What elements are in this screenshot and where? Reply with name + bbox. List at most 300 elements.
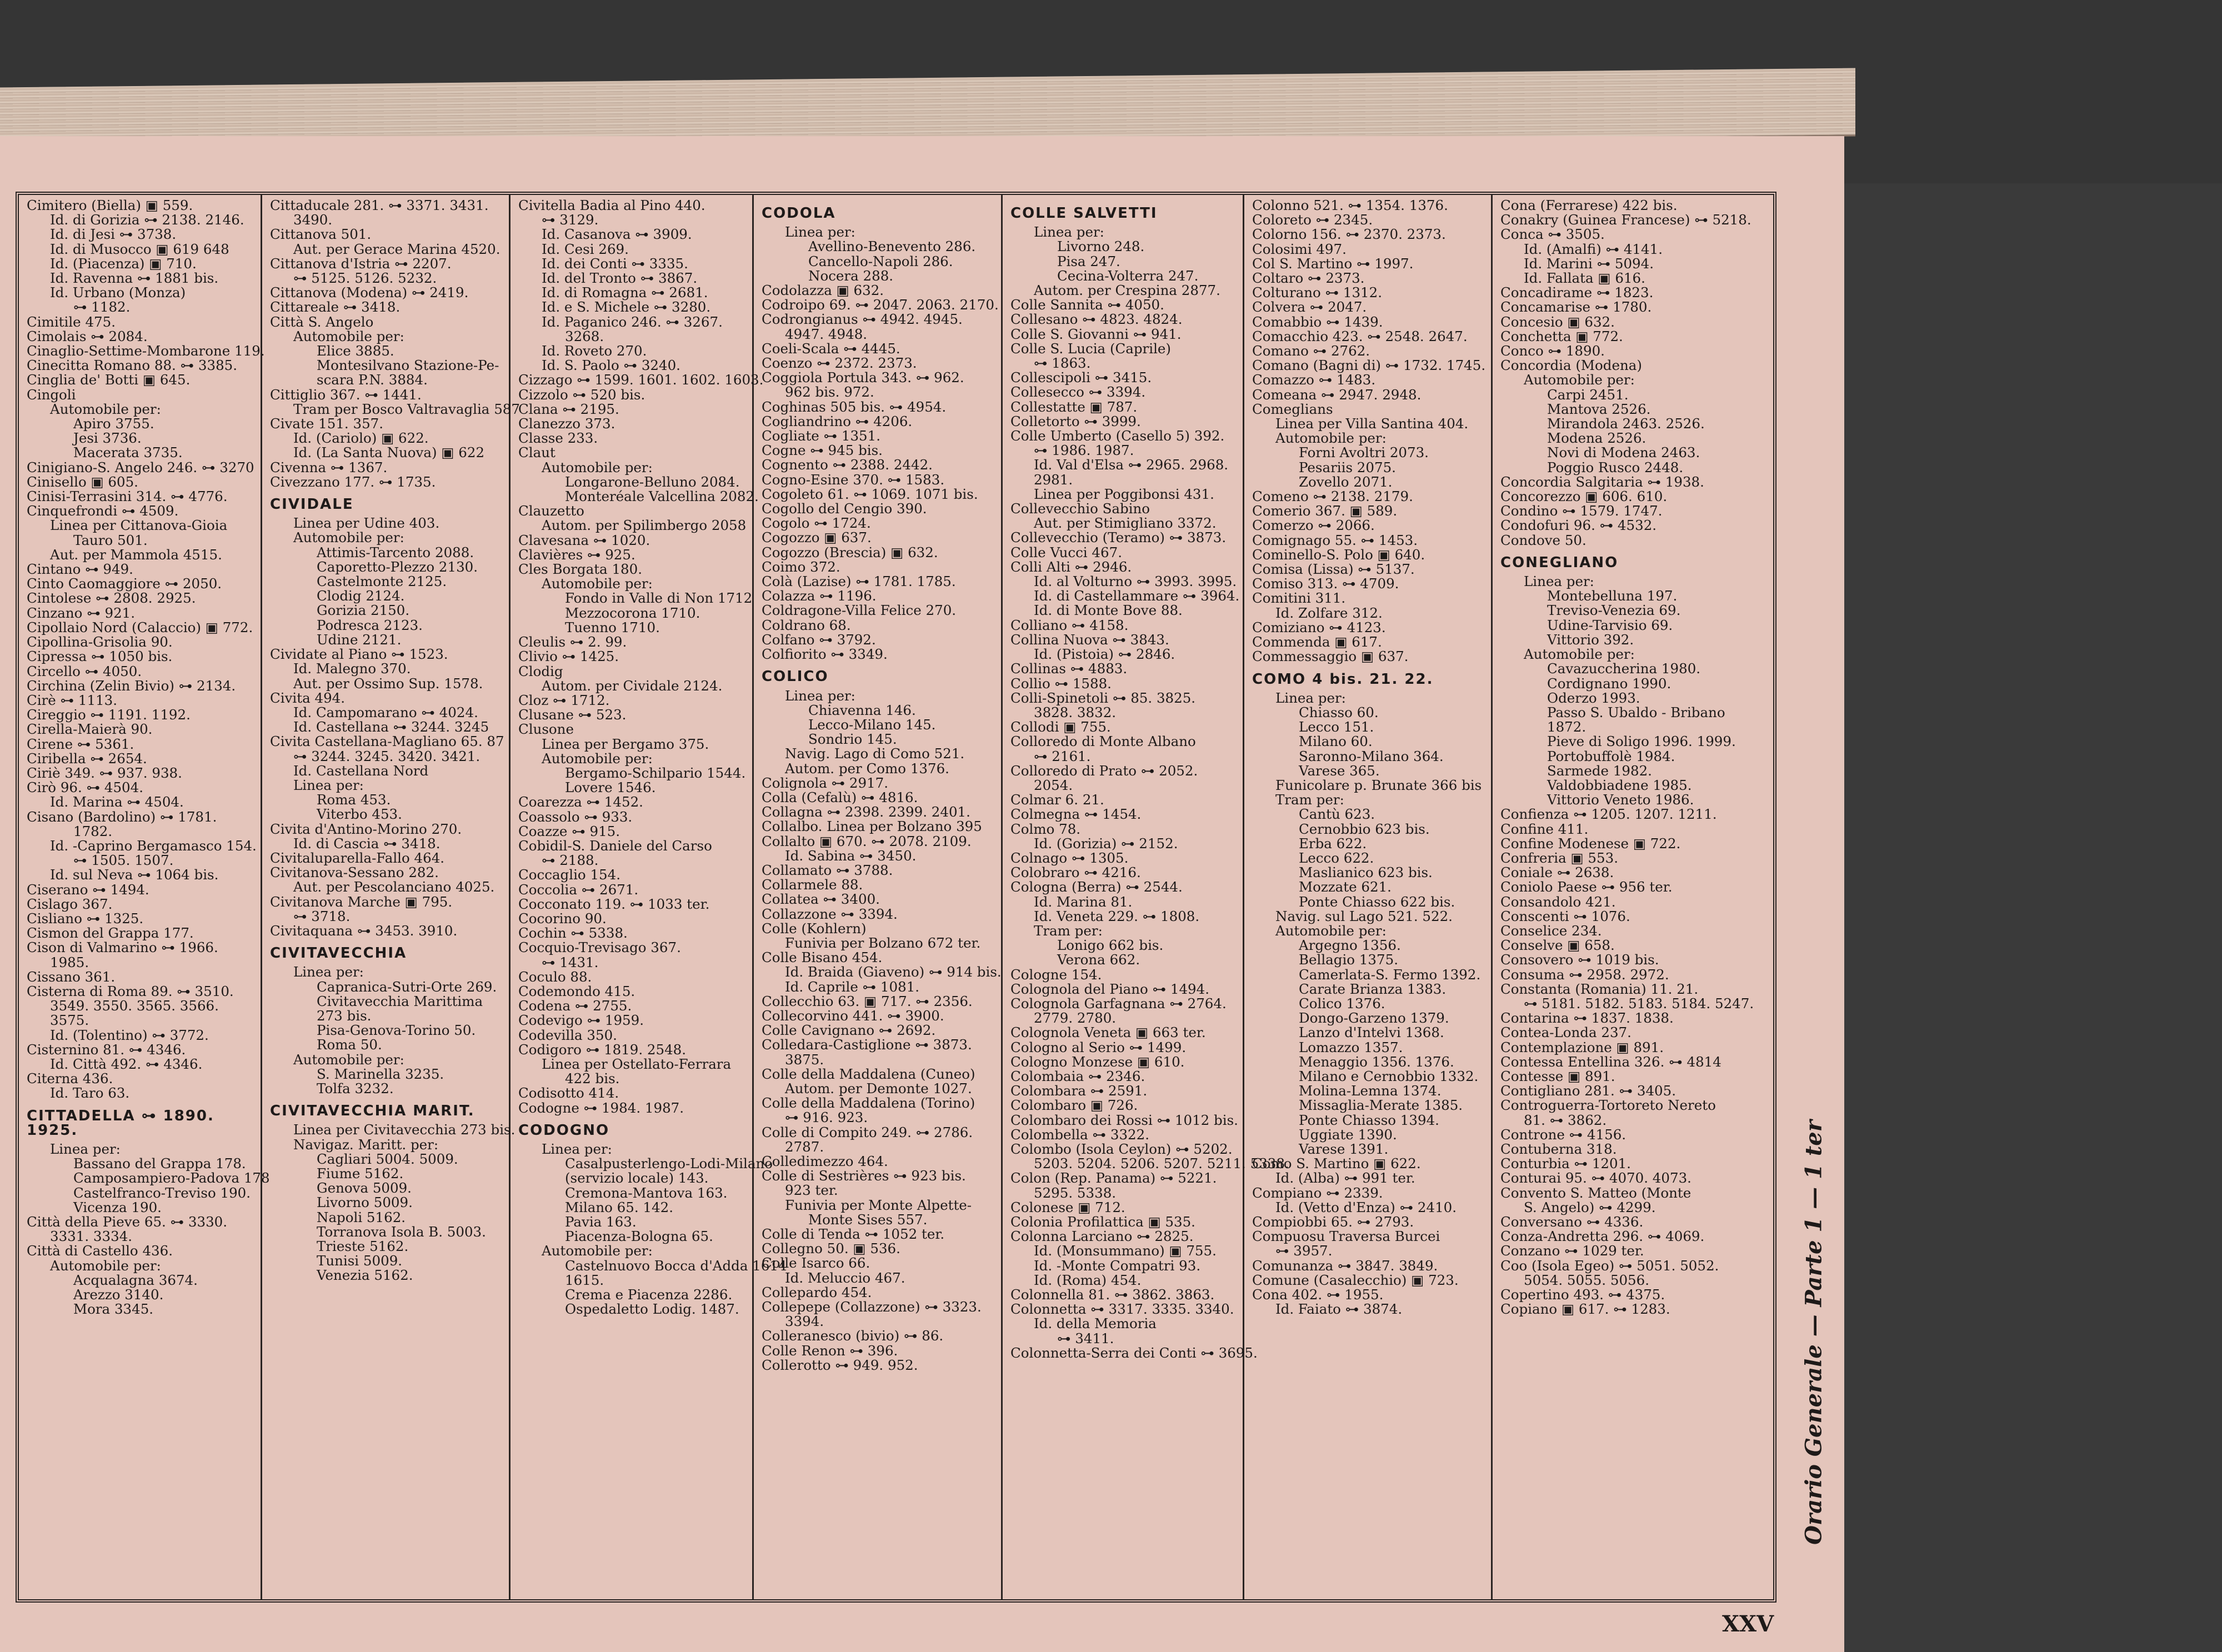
index-entry: Cloz ⊶ 1712. <box>518 692 610 708</box>
index-entry: Codrongianus ⊶ 4942. 4945. <box>762 311 963 328</box>
index-entry: 5054. 5055. 5056. <box>1524 1271 1649 1288</box>
index-entry: Claut <box>518 444 556 461</box>
index-entry: Civita d'Antino-Morino 270. <box>270 820 462 837</box>
index-entry: ⊶ 5125. 5126. 5232. <box>293 270 437 287</box>
index-entry: ⊶ 5181. 5182. 5183. 5184. 5247. <box>1524 995 1754 1012</box>
index-entry: Collodi ▣ 755. <box>1010 719 1111 735</box>
index-entry: Livorno 5009. <box>317 1194 413 1211</box>
index-entry: Coniale ⊶ 2638. <box>1500 864 1614 881</box>
index-entry: Codemondo 415. <box>518 983 635 999</box>
index-entry: Citerna 436. <box>27 1070 113 1087</box>
index-entry: Cirene ⊶ 5361. <box>27 735 134 752</box>
index-entry: Colmar 6. 21. <box>1010 792 1104 808</box>
index-entry: Coo (Isola Egeo) ⊶ 5051. 5052. <box>1500 1257 1719 1274</box>
index-entry: Aut. per Stimigliano 3372. <box>1034 515 1217 532</box>
index-entry: Clivio ⊶ 1425. <box>518 648 619 665</box>
index-entry: Colle Bisano 454. <box>762 949 883 966</box>
index-entry: Comeana ⊶ 2947. 2948. <box>1252 386 1422 403</box>
index-entry: ⊶ 1182. <box>73 299 131 316</box>
index-entry: 4947. 4948. <box>785 326 868 342</box>
index-entry: Automobile per: <box>1524 646 1635 663</box>
index-entry: Id. di Cascia ⊶ 3418. <box>293 835 441 852</box>
index-entry: Codevigo ⊶ 1959. <box>518 1012 644 1029</box>
index-entry: Id. Castellana ⊶ 3244. 3245 <box>293 719 489 735</box>
station-heading: COMO 4 bis. 21. 22. <box>1252 670 1434 688</box>
index-entry: Comiso 313. ⊶ 4709. <box>1252 575 1399 592</box>
index-entry: Conakry (Guinea Francese) ⊶ 5218. <box>1500 212 1751 228</box>
index-column-3 <box>511 195 787 1599</box>
index-entry: Colombo (Isola Ceylon) ⊶ 5202. <box>1010 1141 1233 1157</box>
index-entry: Concesio ▣ 632. <box>1500 313 1615 330</box>
index-entry: Monteréale Valcellina 2082. <box>565 488 759 505</box>
index-entry: Sondrio 145. <box>808 731 897 748</box>
index-entry: Civezzano 177. ⊶ 1735. <box>270 473 436 490</box>
index-entry: Coazze ⊶ 915. <box>518 823 620 839</box>
index-entry: Cisano (Bardolino) ⊶ 1781. <box>27 808 217 825</box>
index-entry: 2054. <box>1034 777 1073 793</box>
index-entry: Automobile per: <box>1275 430 1387 447</box>
index-entry: Condove 50. <box>1500 532 1587 548</box>
index-entry: Comacchio 423. ⊶ 2548. 2647. <box>1252 328 1468 344</box>
index-entry: Confine Modenese ▣ 722. <box>1500 835 1681 852</box>
index-entry: Coeli-Scala ⊶ 4445. <box>762 340 900 357</box>
index-entry: Circhina (Zelin Bivio) ⊶ 2134. <box>27 677 236 694</box>
index-entry: Varese 1391. <box>1299 1141 1389 1157</box>
index-entry: Automobile per: <box>293 529 404 546</box>
index-entry: Id. (Monsummano) ▣ 755. <box>1034 1243 1217 1259</box>
index-entry: Colle S. Lucia (Caprile) <box>1010 340 1171 357</box>
index-entry: Maslianico 623 bis. <box>1299 864 1433 881</box>
index-entry: Id. di Musocco ▣ 619 648 <box>50 241 229 257</box>
index-entry: 3331. 3334. <box>50 1228 133 1245</box>
index-entry: Colognola del Piano ⊶ 1494. <box>1010 980 1210 997</box>
index-entry: Civitaquana ⊶ 3453. 3910. <box>270 922 458 939</box>
index-entry: Coniolo Paese ⊶ 956 ter. <box>1500 879 1673 895</box>
index-entry: Passo S. Ubaldo - Bribano <box>1547 704 1725 720</box>
index-entry: Colon (Rep. Panama) ⊶ 5221. <box>1010 1170 1217 1187</box>
index-entry: Condino ⊶ 1579. 1747. <box>1500 503 1663 519</box>
index-entry: Codisotto 414. <box>518 1085 619 1102</box>
index-entry: Id. Marini ⊶ 5094. <box>1524 255 1654 272</box>
index-entry: Clusone <box>518 721 574 738</box>
index-entry: Concordia Salgitaria ⊶ 1938. <box>1500 473 1704 490</box>
index-entry: Cireggio ⊶ 1191. 1192. <box>27 707 191 723</box>
index-entry: Gorizia 2150. <box>317 602 410 619</box>
index-entry: Cimitero (Biella) ▣ 559. <box>27 197 193 213</box>
index-entry: Confreria ▣ 553. <box>1500 849 1618 866</box>
index-entry: Colombaia ⊶ 2346. <box>1010 1068 1145 1084</box>
index-entry: Cirè ⊶ 1113. <box>27 692 118 708</box>
index-entry: Collegno 50. ▣ 536. <box>762 1240 900 1257</box>
index-entry: ⊶ 1431. <box>542 954 599 970</box>
index-entry: Cinzano ⊶ 921. <box>27 604 136 621</box>
index-entry: Apiro 3755. <box>73 415 154 432</box>
index-entry: Cittiglio 367. ⊶ 1441. <box>270 386 422 403</box>
index-entry: Cirella-Maierà 90. <box>27 721 153 738</box>
index-entry: Molina-Lemna 1374. <box>1299 1083 1442 1099</box>
index-entry: Codena ⊶ 2755. <box>518 998 632 1014</box>
index-entry: Saronno-Milano 364. <box>1299 748 1444 764</box>
index-entry: Portobuffolè 1984. <box>1547 748 1675 764</box>
index-entry: Cizzago ⊶ 1599. 1601. 1602. 1603. <box>518 372 764 388</box>
index-entry: Contemplazione ▣ 891. <box>1500 1039 1664 1055</box>
index-entry: Civitanova Marche ▣ 795. <box>270 893 453 910</box>
index-entry: Collecchio 63. ▣ 717. ⊶ 2356. <box>762 993 973 1009</box>
index-entry: Collatea ⊶ 3400. <box>762 891 880 908</box>
index-entry: Conturbia ⊶ 1201. <box>1500 1155 1631 1172</box>
index-entry: Conselve ▣ 658. <box>1500 937 1615 954</box>
index-entry: Conco ⊶ 1890. <box>1500 343 1605 359</box>
index-entry: Pieve di Soligo 1996. 1999. <box>1547 733 1736 750</box>
index-entry: Cisliano ⊶ 1325. <box>27 910 144 927</box>
index-entry: Id. della Memoria <box>1034 1315 1157 1332</box>
index-entry: Colle Cavignano ⊶ 2692. <box>762 1022 936 1039</box>
index-entry: Menaggio 1356. 1376. <box>1299 1053 1454 1070</box>
index-entry: Cologno al Serio ⊶ 1499. <box>1010 1039 1187 1055</box>
index-entry: Modena 2526. <box>1547 430 1647 447</box>
index-entry: ⊶ 3244. 3245. 3420. 3421. <box>293 748 481 764</box>
index-entry: Id. Paganico 246. ⊶ 3267. <box>542 313 723 330</box>
index-entry: Cinigiano-S. Angelo 246. ⊶ 3270 <box>27 459 254 475</box>
index-entry: Colloredo di Prato ⊶ 2052. <box>1010 762 1198 779</box>
index-entry: S. Marinella 3235. <box>317 1065 444 1082</box>
index-entry: Colle Vucci 467. <box>1010 544 1122 560</box>
index-entry: Chiasso 60. <box>1299 704 1379 720</box>
index-entry: Lovere 1546. <box>565 779 656 796</box>
index-entry: Cocquio-Trevisago 367. <box>518 939 681 956</box>
index-entry: Codevilla 350. <box>518 1027 617 1043</box>
index-entry: Comeglians <box>1252 401 1333 417</box>
index-entry: Mora 3345. <box>73 1301 154 1318</box>
index-entry: Comerio 367. ▣ 589. <box>1252 503 1398 519</box>
index-entry: Novi di Modena 2463. <box>1547 444 1700 461</box>
index-entry: Cavazuccherina 1980. <box>1547 660 1701 677</box>
index-entry: Linea per Bergamo 375. <box>542 735 709 752</box>
index-entry: Cogoleto 61. ⊶ 1069. 1071 bis. <box>762 485 978 502</box>
index-entry: Cominello-S. Polo ▣ 640. <box>1252 546 1425 563</box>
index-entry: Automobile per: <box>50 1257 161 1274</box>
index-entry: Id. (Pistoia) ⊶ 2846. <box>1034 646 1175 663</box>
index-entry: Collerotto ⊶ 949. 952. <box>762 1356 918 1373</box>
index-entry: Genova 5009. <box>317 1180 412 1197</box>
index-entry: Coassolo ⊶ 933. <box>518 808 633 825</box>
index-entry: Id. di Monte Bove 88. <box>1034 602 1183 619</box>
side-label-strip <box>1783 1080 1833 1608</box>
index-entry: Colmo 78. <box>1010 820 1081 837</box>
index-entry: ⊶ 3957. <box>1275 1243 1333 1259</box>
index-entry: Autom. per Crespina 2877. <box>1034 282 1220 299</box>
index-entry: 1872. <box>1547 719 1587 735</box>
index-entry: Aut. per Ossimo Sup. 1578. <box>293 675 483 692</box>
index-entry: Longarone-Belluno 2084. <box>565 473 740 490</box>
index-entry: Coccaglio 154. <box>518 867 620 883</box>
index-entry: Colle Umberto (Casello 5) 392. <box>1010 428 1225 444</box>
index-entry: Automobile per: <box>542 750 653 767</box>
index-entry: Coloreto ⊶ 2345. <box>1252 212 1373 228</box>
index-entry: Comignago 55. ⊶ 1453. <box>1252 532 1418 548</box>
index-column-4 <box>754 195 1003 1599</box>
index-entry: Cison di Valmarino ⊶ 1966. <box>27 939 218 956</box>
index-entry: Caporetto-Plezzo 2130. <box>317 558 478 575</box>
index-entry: Tunisi 5009. <box>317 1253 403 1269</box>
index-entry: Treviso-Venezia 69. <box>1547 602 1681 619</box>
index-entry: Cinquefrondi ⊶ 4509. <box>27 503 179 519</box>
index-entry: Funivia per Bolzano 672 ter. <box>785 934 981 951</box>
index-entry: Montesilvano Stazione-Pe- <box>317 357 499 374</box>
index-entry: Id. Braida (Giaveno) ⊶ 914 bis. <box>785 964 1002 980</box>
index-entry: 3575. <box>50 1012 89 1029</box>
index-entry: Civitanova-Sessano 282. <box>270 864 439 881</box>
index-entry: Lonigo 662 bis. <box>1057 937 1164 954</box>
index-entry: Coghinas 505 bis. ⊶ 4954. <box>762 398 947 415</box>
index-entry: 5203. 5204. 5206. 5207. 5211. 5338. <box>1034 1155 1289 1172</box>
index-entry: Venezia 5162. <box>317 1267 413 1284</box>
index-entry: Pisa-Genova-Torino 50. <box>317 1022 476 1039</box>
index-entry: Consuma ⊶ 2958. 2972. <box>1500 966 1669 983</box>
index-entry: Comisa (Lissa) ⊶ 5137. <box>1252 561 1415 578</box>
index-entry: Collalbo. Linea per Bolzano 395 <box>762 818 982 835</box>
index-entry: Contarina ⊶ 1837. 1838. <box>1500 1010 1674 1027</box>
index-entry: Cordignano 1990. <box>1547 675 1671 692</box>
index-entry: 2981. <box>1034 471 1073 488</box>
index-entry: Id. di Castellammare ⊶ 3964. <box>1034 588 1240 604</box>
index-entry: Cremona-Mantova 163. <box>565 1184 728 1201</box>
index-entry: Cinaglio-Settime-Mombarone 119. <box>27 343 265 359</box>
index-entry: Mezzocorona 1710. <box>565 604 700 621</box>
index-entry: Contesse ▣ 891. <box>1500 1068 1615 1084</box>
index-entry: Carate Brianza 1383. <box>1299 980 1447 997</box>
index-entry: Verona 662. <box>1057 952 1140 968</box>
index-entry: Udine-Tarvisio 69. <box>1547 617 1673 633</box>
index-entry: Linea per: <box>1034 224 1104 241</box>
index-entry: Collazzone ⊶ 3394. <box>762 905 898 922</box>
index-entry: Civita 494. <box>270 689 346 706</box>
index-entry: Roma 50. <box>317 1037 382 1053</box>
index-entry: Navig. Lago di Como 521. <box>785 745 965 762</box>
index-entry: Colle Isarco 66. <box>762 1255 870 1271</box>
index-entry: Coenzo ⊶ 2372. 2373. <box>762 355 917 372</box>
index-column-6 <box>1244 195 1493 1599</box>
index-entry: Castelfranco-Treviso 190. <box>73 1184 251 1201</box>
index-entry: 1985. <box>50 954 89 970</box>
station-heading: CITTADELLA ⊶ 1890. 1925. <box>27 1107 214 1139</box>
index-entry: Castelnuovo Bocca d'Adda 1614 <box>565 1257 787 1274</box>
index-entry: Linea per: <box>50 1141 121 1157</box>
index-entry: Cogliandrino ⊶ 4206. <box>762 413 913 429</box>
index-entry: Collesano ⊶ 4823. 4824. <box>1010 311 1183 328</box>
index-entry: Cingoli <box>27 386 76 403</box>
index-entry: Colliano ⊶ 4158. <box>1010 617 1129 633</box>
index-entry: Aut. per Gerace Marina 4520. <box>293 241 501 257</box>
index-entry: Copiano ▣ 617. ⊶ 1283. <box>1500 1301 1670 1318</box>
index-entry: Cochin ⊶ 5338. <box>518 925 628 942</box>
index-entry: Linea per: <box>293 964 364 980</box>
index-entry: Id. Meluccio 467. <box>785 1269 905 1286</box>
index-entry: Conca ⊶ 3505. <box>1500 226 1605 243</box>
index-entry: Bassano del Grappa 178. <box>73 1155 246 1172</box>
index-entry: Linea per Villa Santina 404. <box>1275 415 1469 432</box>
index-entry: Confienza ⊶ 1205. 1207. 1211. <box>1500 806 1717 823</box>
index-entry: Linea per: <box>785 687 855 704</box>
index-entry: Colfiorito ⊶ 3349. <box>762 646 888 663</box>
index-entry: Monte Sises 557. <box>808 1211 928 1228</box>
index-entry: Como S. Martino ▣ 622. <box>1252 1155 1421 1172</box>
index-entry: Comano ⊶ 2762. <box>1252 343 1370 359</box>
index-entry: Automobile per: <box>1524 372 1635 388</box>
index-entry: Colle di Sestrières ⊶ 923 bis. <box>762 1168 966 1184</box>
index-entry: Cislago 367. <box>27 895 113 912</box>
index-entry: Capranica-Sutri-Orte 269. <box>317 978 497 995</box>
index-entry: Cirò 96. ⊶ 4504. <box>27 779 144 796</box>
index-entry: Cogolo ⊶ 1724. <box>762 515 871 532</box>
index-entry: Compiobbi 65. ⊶ 2793. <box>1252 1214 1414 1230</box>
index-entry: Comeno ⊶ 2138. 2179. <box>1252 488 1413 505</box>
index-entry: Cintano ⊶ 949. <box>27 561 133 578</box>
index-entry: Colonese ▣ 712. <box>1010 1199 1125 1215</box>
index-entry: Id. Campomarano ⊶ 4024. <box>293 704 478 720</box>
index-entry: ⊶ 1863. <box>1034 355 1091 372</box>
index-entry: Pavia 163. <box>565 1214 637 1230</box>
index-entry: ⊶ 2188. <box>542 852 599 869</box>
index-entry: Cittanova (Modena) ⊶ 2419. <box>270 284 469 301</box>
index-entry: Id. (Roma) 454. <box>1034 1271 1142 1288</box>
index-entry: Id. di Gorizia ⊶ 2138. 2146. <box>50 212 244 228</box>
index-entry: Udine 2121. <box>317 631 402 648</box>
index-entry: Jesi 3736. <box>73 430 142 447</box>
index-entry: Nocera 288. <box>808 267 894 284</box>
index-entry: Navig. sul Lago 521. 522. <box>1275 908 1453 924</box>
index-entry: Città di Castello 436. <box>27 1243 173 1259</box>
index-entry: Missaglia-Merate 1385. <box>1299 1097 1463 1114</box>
index-entry: Fiume 5162. <box>317 1165 404 1182</box>
index-entry: Tram per: <box>1275 792 1344 808</box>
index-entry: Compuosu Traversa Burcei <box>1252 1228 1440 1245</box>
index-entry: Concorezzo ▣ 606. 610. <box>1500 488 1668 505</box>
index-entry: Colledara-Castiglione ⊶ 3873. <box>762 1037 972 1053</box>
index-entry: Autom. per Demonte 1027. <box>785 1080 972 1097</box>
index-entry: Ospedaletto Lodig. 1487. <box>565 1301 739 1318</box>
index-entry: Colli Alti ⊶ 2946. <box>1010 558 1132 575</box>
index-entry: Collestatte ▣ 787. <box>1010 398 1138 415</box>
index-entry: Conzano ⊶ 1029 ter. <box>1500 1243 1644 1259</box>
index-entry: Automobile per: <box>542 459 653 475</box>
index-entry: 2779. 2780. <box>1034 1010 1117 1027</box>
index-entry: Cologna (Berra) ⊶ 2544. <box>1010 879 1183 895</box>
index-entry: Carpi 2451. <box>1547 386 1629 403</box>
index-entry: ⊶ 1986. 1987. <box>1034 442 1134 459</box>
page-number: XXV <box>1722 1611 1774 1637</box>
index-entry: Colle S. Giovanni ⊶ 941. <box>1010 326 1182 342</box>
index-entry: Linea per Udine 403. <box>293 515 440 532</box>
index-entry: Id. (Cariolo) ▣ 622. <box>293 430 429 447</box>
index-entry: Roma 453. <box>317 792 391 808</box>
index-entry: Cipollaio Nord (Calaccio) ▣ 772. <box>27 619 253 635</box>
index-entry: Cogne ⊶ 945 bis. <box>762 442 883 459</box>
index-entry: 422 bis. <box>565 1070 620 1087</box>
index-entry: Sarmede 1982. <box>1547 762 1652 779</box>
index-entry: Cogollo del Cengio 390. <box>762 500 927 517</box>
index-entry: Cisterna di Roma 89. ⊶ 3510. <box>27 983 234 999</box>
index-entry: Colfano ⊶ 3792. <box>762 631 876 648</box>
index-entry: (servizio locale) 143. <box>565 1170 709 1187</box>
index-entry: Ciribella ⊶ 2654. <box>27 750 147 767</box>
index-entry: Coarezza ⊶ 1452. <box>518 794 643 810</box>
index-entry: Consandolo 421. <box>1500 893 1616 910</box>
index-entry: Collecorvino 441. ⊶ 3900. <box>762 1007 944 1024</box>
index-entry: Colle della Maddalena (Cuneo) <box>762 1065 975 1082</box>
index-entry: Colle Sannita ⊶ 4050. <box>1010 297 1164 313</box>
index-entry: Contessa Entellina 326. ⊶ 4814 <box>1500 1053 1721 1070</box>
index-entry: Navigaz. Maritt. per: <box>293 1136 439 1153</box>
index-entry: Cogozzo (Brescia) ▣ 632. <box>762 544 938 560</box>
index-entry: Classe 233. <box>518 430 598 447</box>
index-entry: ⊶ 3129. <box>542 212 599 228</box>
index-entry: Copertino 493. ⊶ 4375. <box>1500 1286 1665 1303</box>
index-entry: Comerzo ⊶ 2066. <box>1252 517 1375 534</box>
index-entry: Erba 622. <box>1299 835 1367 852</box>
index-entry: Id. Città 492. ⊶ 4346. <box>50 1055 203 1072</box>
index-entry: Autom. per Como 1376. <box>785 760 949 777</box>
index-entry: Acqualagna 3674. <box>73 1271 198 1288</box>
index-entry: Clauzetto <box>518 503 584 519</box>
index-entry: Cittareale ⊶ 3418. <box>270 299 401 316</box>
index-entry: Casalpusterlengo-Lodi-Milano <box>565 1155 773 1172</box>
index-entry: Conza-Andretta 296. ⊶ 4069. <box>1500 1228 1705 1245</box>
index-entry: Mirandola 2463. 2526. <box>1547 415 1705 432</box>
index-entry: Lomazzo 1357. <box>1299 1039 1403 1055</box>
index-entry: Automobile per: <box>293 328 404 344</box>
index-entry: Cocconato 119. ⊶ 1033 ter. <box>518 895 710 912</box>
index-entry: Colognola Garfagnana ⊶ 2764. <box>1010 995 1227 1012</box>
index-entry: Colignola ⊶ 2917. <box>762 774 889 791</box>
index-entry: Id. Taro 63. <box>50 1085 130 1102</box>
index-entry: Attimis-Tarcento 2088. <box>317 544 474 560</box>
index-entry: Id. (Piacenza) ▣ 710. <box>50 255 197 272</box>
index-entry: Automobile per: <box>50 401 161 417</box>
index-entry: Id. (Amalfi) ⊶ 4141. <box>1524 241 1663 257</box>
index-entry: Colle Renon ⊶ 396. <box>762 1342 898 1359</box>
index-entry: Comune (Casalecchio) ▣ 723. <box>1252 1271 1459 1288</box>
index-entry: Collevecchio (Teramo) ⊶ 3873. <box>1010 529 1227 546</box>
index-entry: Linea per: <box>785 224 855 241</box>
index-entry: Cinglia de' Botti ▣ 645. <box>27 372 191 388</box>
index-entry: Milano e Cernobbio 1332. <box>1299 1068 1479 1084</box>
index-entry: Lecco 622. <box>1299 849 1374 866</box>
station-heading: COLICO <box>762 668 829 685</box>
index-entry: Civitaluparella-Fallo 464. <box>270 849 445 866</box>
index-entry: Clavesana ⊶ 1020. <box>518 532 650 548</box>
index-entry: Cittanova d'Istria ⊶ 2207. <box>270 255 452 272</box>
index-entry: Civitella Badia al Pino 440. <box>518 197 705 213</box>
index-entry: Id. di Romagna ⊶ 2681. <box>542 284 708 301</box>
index-entry: Condofuri 96. ⊶ 4532. <box>1500 517 1657 534</box>
index-entry: Aut. per Pescolanciano 4025. <box>293 879 495 895</box>
index-entry: Clodig 2124. <box>317 588 405 604</box>
index-entry: Conturai 95. ⊶ 4070. 4073. <box>1500 1170 1691 1187</box>
index-entry: Tram per Bosco Valtravaglia 587 <box>293 401 520 417</box>
index-entry: Cologne 154. <box>1010 966 1102 983</box>
index-entry: Id. sul Neva ⊶ 1064 bis. <box>50 867 219 883</box>
index-entry: Camposampiero-Padova 178 <box>73 1170 270 1187</box>
index-entry: Id. Sabina ⊶ 3450. <box>785 847 917 864</box>
index-entry: Montebelluna 197. <box>1547 588 1678 604</box>
index-entry: Collina Nuova ⊶ 3843. <box>1010 631 1169 648</box>
index-entry: Cognento ⊶ 2388. 2442. <box>762 457 933 473</box>
index-entry: Id. Marina 81. <box>1034 893 1133 910</box>
index-entry: Valdobbiadene 1985. <box>1547 777 1692 793</box>
index-entry: Uggiate 1390. <box>1299 1126 1397 1143</box>
index-entry: Id. Casanova ⊶ 3909. <box>542 226 692 243</box>
